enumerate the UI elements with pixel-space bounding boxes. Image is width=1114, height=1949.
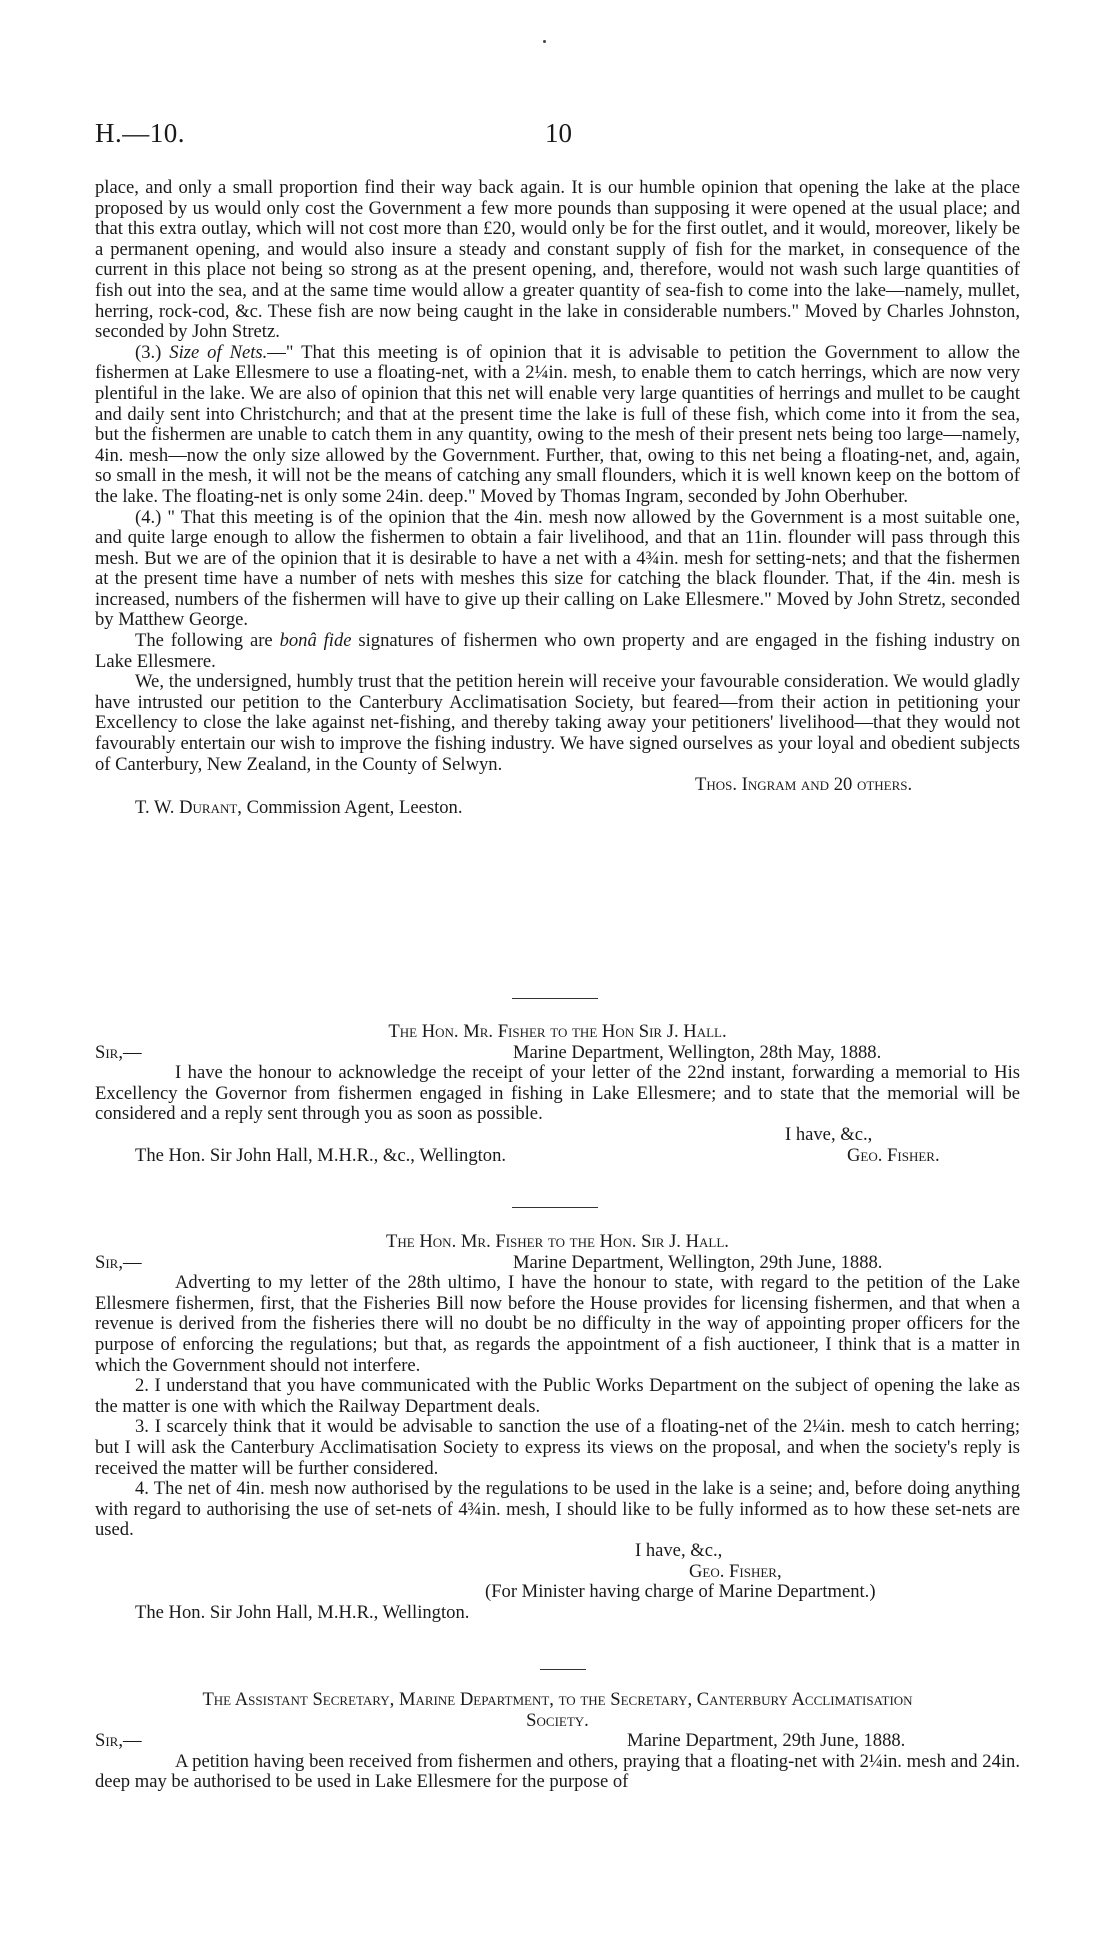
paragraph-signatures-intro: The following are bonâ fide signatures of fishermen who own property and are engaged in the fishing industry on Lake Ellesmere. [95,630,1020,672]
letter-salutation-line: Sir,— Marine Department, Wellington, 29th June, 1888. [95,1251,883,1273]
letter-closing: I have, &c., [785,1123,873,1145]
letter-para-2: 2. I understand that you have communicated with the Public Works Department on the subject of opening the lake as the matter is one with which the Railway Department deals. [95,1375,1020,1417]
letter-heading: The Hon. Mr. Fisher to the Hon. Sir J. Hall. [386,1231,729,1252]
letter-signature: Geo. Fisher. [847,1144,940,1166]
divider-rule-short [540,1669,586,1670]
letter-para-4: 4. The net of 4in. mesh now authorised by the regulations to be used in the lake is a seine; and, before doing anything with regard to authorising the use of set-nets of 4¾in. mesh, I should like to be fully informed as to how these set-nets are used. [95,1478,1020,1541]
divider-rule [512,998,598,999]
paragraph-mesh: (4.) " That this meeting is of the opinion that the 4in. mesh now allowed by the Government is a most suitable one, and quite large enough to allow the fishermen to obtain a fair livelihood, and that an 11in. flounder will pass through this mesh. But we are of the opinion that it is desirable to have a net with a 4¾in. mesh for setting-nets; and that the fishermen at the present time have a number of nets with meshes this size for catching the black flounder. That, if the 4in. mesh is increased, numbers of the fishermen will have to give up their calling on Lake Ellesmere." Moved by John Stretz, seconded by Matthew George. [95,506,1020,631]
letter-dateline: Marine Department, 29th June, 1888. [627,1730,906,1752]
letter-salutation-line: Sir,— Marine Department, 29th June, 1888. [95,1730,906,1752]
scan-speck [543,40,546,43]
letter-heading: The Assistant Secretary, Marine Department, to the Secretary, Canterbury Acclimatisation Society. [202,1689,913,1731]
item-number: (3.) [135,341,170,363]
italic-phrase: bonâ fide [279,630,352,652]
paragraph-undersigned: We, the undersigned, humbly trust that the petition herein will receive your favourable consideration. We would gladly have intrusted our petition to the Canterbury Acclimatisation Society, but feared—from their action in petitioning your Excellency to close the lake against net-fishing, and thereby taking away your petitioners' livelihood—that they would not favourably entertain our wish to improve the fishing industry. We have signed ourselves as your loyal and obedient subjects of Canterbury, New Zealand, in the County of Selwyn. [95,671,1020,775]
letter-body: A petition having been received from fishermen and others, praying that a floating-net with 2¼in. mesh and 24in. deep may be authorised to be used in Lake Ellesmere for the purpose of [95,1750,1020,1793]
commission-agent: T. W. Durant, Commission Agent, Leeston. [135,796,463,818]
letter-salutation-line: Sir,— Marine Department, Wellington, 28th May, 1888. [95,1041,882,1063]
letter-dateline: Marine Department, Wellington, 28th May, 1888. [513,1041,882,1063]
letter-29-june [95,1232,1020,1623]
letter-addressee: The Hon. Sir John Hall, M.H.R., &c., Wellington. [135,1144,507,1166]
letter-capacity: (For Minister having charge of Marine Department.) [485,1581,876,1603]
letter-dateline: Marine Department, Wellington, 29th June, 1888. [513,1251,883,1273]
letter-assistant-secretary [95,1690,1020,1793]
letter-para-3: 3. I scarcely think that it would be advisable to sanction the use of a floating-net of the 2¼in. mesh to catch herring; but I will ask the Canterbury Acclimatisation Society to express its views on the proposal, and when the society's reply is received the matter will be further considered. [95,1416,1020,1479]
page-number: 10 [545,118,572,148]
letter-addressee: The Hon. Sir John Hall, M.H.R., Wellington. [135,1601,470,1623]
letter-closing: I have, &c., [635,1539,723,1561]
petition-signature: Thos. Ingram and 20 others. [695,774,913,796]
letter-28-may [95,1022,1020,1166]
item-text: —" That this meeting is of opinion that it is advisable to petition the Government to allow the fishermen at Lake Ellesmere to use a floating-net, with a 2¼in. mesh, to enable them to catch herrings, which are now very plentiful in the lake. We are also of opinion that this net will enable very large quantities of herrings and mullet to be caught and daily sent into Christchurch; and that at the present time the lake is full of these fish, which come into it from the sea, but the fishermen are unable to catch them in any quantity, owing to the mesh of their present nets being too large—namely, 4in. mesh—now the only size allowed by the Government. Further, that, owing to this net being a floating-net, and, again, so small in the mesh, it will not be the means of catching any small flounders, which it is well known keep on the bottom of the lake. The floating-net is only some 24in. deep." Moved by Thomas Ingram, seconded by John Oberhuber. [95,341,1020,507]
letter-para-1: Adverting to my letter of the 28th ultimo, I have the honour to state, with regard to the petition of the Lake Ellesmere fishermen, first, that the Fisheries Bill now before the House provides for licensing fishermen, and that when a revenue is derived from the fisheries there will no doubt be no difficulty in the way of appointing proper officers for the purpose of enforcing the regulations; but that, as regards the appointment of a fish auctioneer, I think that is a matter in which the Government should not interfere. [95,1272,1020,1376]
item-title: Size of Nets. [169,341,268,363]
paragraph-outlet: place, and only a small proportion find their way back again. It is our humble opinion that opening the lake at the place proposed by us would only cost the Government a few more pounds than supposing it were opened at the usual place; and that this extra outlay, which will not cost more than £20, would only be for the first outlet, and it would, moreover, likely be a permanent opening, and would also insure a steady and constant supply of fish for the market, in consequence of the current in this place not being so strong as at the present opening, and, therefore, would not wash such large quantities of fish out into the sea, and at the same time would allow a greater quantity of sea-fish to come into the lake—namely, mullet, herring, rock-cod, &c. These fish are now being caught in the lake in considerable numbers." Moved by Charles Johnston, seconded by John Stretz. [95,177,1020,343]
letter-signature: Geo. Fisher, [689,1560,782,1582]
report-reference: H.—10. [95,118,185,148]
letter-body: I have the honour to acknowledge the receipt of your letter of the 22nd instant, forwarding a memorial to His Excellency the Governor from fishermen engaged in fishing in Lake Ellesmere; and to state that the memorial will be considered and a reply sent through you as soon as possible. [95,1062,1020,1125]
letter-sign-line [95,1146,1020,1167]
letter-heading: The Hon. Mr. Fisher to the Hon Sir J. Hall. [388,1021,727,1042]
paragraph-size-of-nets [95,343,1020,508]
petition-text [95,178,1020,818]
divider-rule [512,1207,598,1208]
